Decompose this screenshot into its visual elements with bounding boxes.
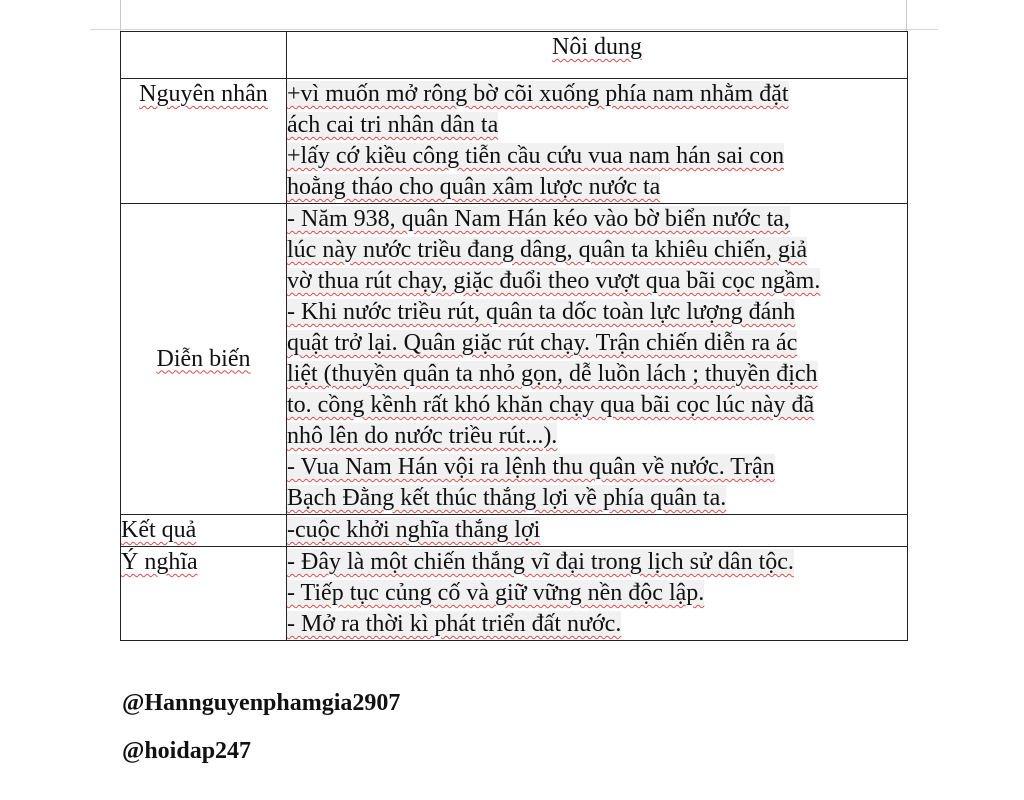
cause-line-1: +vì muốn mở rông bờ cõi xuống phía nam nhằm đặt <box>287 81 789 107</box>
meaning-line-3: - Mở ra thời kì phát triển đất nước. <box>287 611 622 637</box>
row-label-cell <box>121 547 287 641</box>
row-label-events: Diễn biến <box>156 345 251 372</box>
events-line-2: lúc này nước triều đang dâng, quân ta khiêu chiến, giả <box>287 237 808 263</box>
cause-line-4: hoằng tháo cho quân xâm lược nước ta <box>287 174 661 200</box>
row-label-result: Kết quả <box>121 517 197 543</box>
page-top-edge <box>90 29 938 30</box>
events-line-7: to. cồng kềnh rất khó khăn chạy qua bãi cọc lúc này đã <box>287 392 815 418</box>
table-row-cause <box>121 79 908 204</box>
row-label-cell <box>121 204 287 515</box>
header-left-cell <box>121 32 287 79</box>
events-line-10: Bạch Đằng kết thúc thắng lợi về phía quân ta. <box>287 485 727 511</box>
cause-line-3: +lấy cớ kiều công tiễn cầu cứu vua nam hán sai con <box>287 143 785 169</box>
events-line-3: vờ thua rút chạy, giặc đuổi theo vượt qua bãi cọc ngầm. <box>287 268 821 294</box>
history-table <box>120 31 908 641</box>
events-line-5: quật trở lại. Quân giặc rút chạy. Trận chiến diễn ra ác <box>287 330 798 356</box>
table-row-events <box>121 204 908 515</box>
events-line-4: - Khi nước triều rút, quân ta dốc toàn lực lượng đánh <box>287 299 796 325</box>
page-left-margin-marker <box>120 0 121 31</box>
cause-line-2: ách cai tri nhân dân ta <box>287 112 499 138</box>
signature-handle-2: @hoidap247 <box>122 738 252 764</box>
row-label-cause: Nguyên nhân <box>139 81 268 107</box>
meaning-line-2: - Tiếp tục củng cố và giữ vững nền độc lập. <box>287 580 705 606</box>
events-line-9: - Vua Nam Hán vội ra lệnh thu quân về nước. Trận <box>287 454 775 480</box>
signature-handle-1: @Hannguyenphamgia2907 <box>122 690 401 716</box>
table-header-row <box>121 32 908 79</box>
result-line-1: -cuộc khởi nghĩa thắng lợi <box>287 517 541 543</box>
events-line-6: liệt (thuyền quân ta nhỏ gọn, dễ luồn lách ; thuyền địch <box>287 361 818 387</box>
events-line-8: nhô lên do nước triều rút...). <box>287 423 558 449</box>
row-content-cell <box>287 547 908 641</box>
page-right-margin-marker <box>906 0 907 31</box>
row-content-cell <box>287 79 908 204</box>
events-line-1: - Năm 938, quân Nam Hán kéo vào bờ biển nước ta, <box>287 206 790 232</box>
row-label-meaning: Ý nghĩa <box>121 549 198 575</box>
row-content-cell <box>287 515 908 547</box>
header-right-cell <box>287 32 908 79</box>
column-title: Nôi dung <box>552 34 642 60</box>
table-row-meaning <box>121 547 908 641</box>
row-label-cell <box>121 515 287 547</box>
table-row-result <box>121 515 908 547</box>
row-content-cell <box>287 204 908 515</box>
row-label-cell <box>121 79 287 204</box>
meaning-line-1: - Đây là một chiến thắng vĩ đại trong lịch sử dân tộc. <box>287 549 794 575</box>
